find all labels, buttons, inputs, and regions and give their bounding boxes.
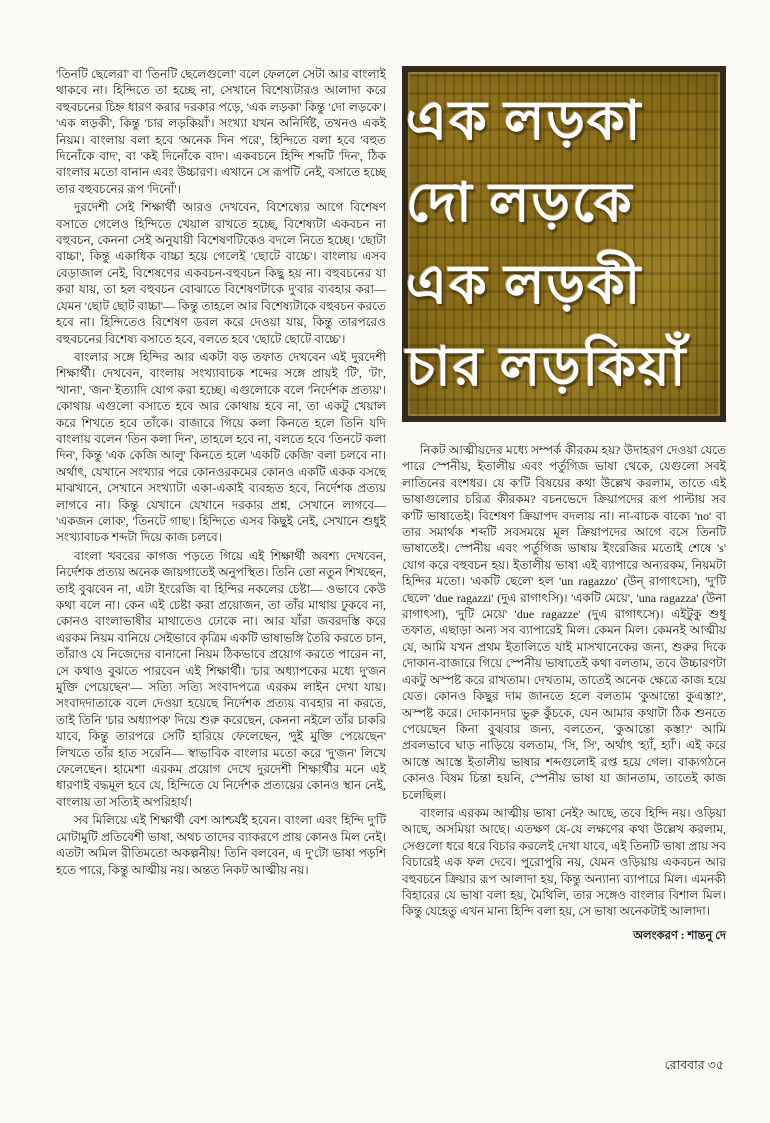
body-paragraph: 'তিনটি ছেলেরা' বা 'তিনটি ছেলেগুলো' বলে ফেললে সেটা আর বাংলাই থাকবে না। হিন্দিতে তা হচ্ছে না, সেখানে বিশেষ্যটারও আলাদা করে বহুবচনের চিহ্ন ধারণ করার দরকার পড়ে, 'এক লড়কা' কিন্তু 'দো লড়কে'। 'এক লড়কী', কিন্তু 'চার লড়কিয়াঁ'। সংখ্যা যখন অনির্দিষ্ট, তখনও একই নিয়ম। বাংলায় বলা হবে 'অনেক দিন পরে', হিন্দিতে বলা হবে 'বহুত দিনোঁকে বাদ', বা 'কই দিনোঁকে বাদ'। একবচনে হিন্দি শব্দটি 'দিন', ঠিক বাংলার মতো বানান এবং উচ্চারণ। এখানে সে রূপটি নেই, বসাতে হচ্ছে তার বহুবচনের রূপ 'দিনোঁ'। <box>56 67 386 196</box>
body-paragraph: নিকট আত্মীয়দের মধ্যে সম্পর্ক কীরকম হয়? উদাহরণ দেওয়া যেতে পারে স্পেনীয়, ইতালীয় এবং পর্তুগিজ ভাষা থেকে, যেগুলো সবই লাতিনের বংশধর। যে ক'টি বিষয়ের কথা উল্লেখ করলাম, তাতে এই ভাষাগুলোর চরিত্র কীরকম? বচনভেদে ক্রিয়াপদের রূপ পাল্টায় সব ক'টি ভাষাতেই। বিশেষণ ক্রিয়াপদ বদলায় না। না-বাচক বাক্যে 'no' বা তার সমার্থক শব্দটি সবসময়ে মূল ক্রিয়াপদের আগে বসে তিনটি ভাষাতেই। স্পেনীয় এবং পর্তুগিজ ভাষায় ইংরেজির মতোই শেষে 's' যোগ করে বহুবচন হয়। ইতালীয় ভাষা এই ব্যাপারে অন্যরকম, নিয়মটা হিন্দির মতো। 'একটি ছেলে' হল 'un ragazzo' (উন্‌ রাগাৎসো), 'দু'টি ছেলে' 'due ragazzi' (দুএ রাগাৎসি)। 'একটি মেয়ে', 'una ragazza' (উনা রাগাৎসা), 'দুটি মেয়ে' 'due ragazze' (দুএ রাগাৎসে)। এইটুকু শুধু তফাত, এছাড়া অন্য সব ব্যাপারেই মিল। কেমন মিল। কেমনই আত্মীয় যে, আমি যখন প্রথম ইতালিতে যাই মাসখানেকের জন্য, শুরুর দিকে দোকান-বাজারে গিয়ে স্পেনীয় ভাষাতেই কথা বলতাম, তবে উচ্চারণটা একটু অস্পষ্ট করে রাখতাম। দেখতাম, তাতেই অনেক ক্ষেত্রে কাজ হয়ে যেত। কোনও কিছুর দাম জানতে হলে বলতাম 'কুআন্তো কুএস্তা?', অস্পষ্ট করে। দোকানদার ভুরু কুঁচকে, যেন আমার কথাটা ঠিক শুনতে পেয়েছেন কিনা বুঝবার জন্য, বলতেন, 'কুআন্তো কস্তা?' আমি প্রবলভাবে ঘাড় নাড়িয়ে বলতাম, 'সি, সি', অর্থাৎ 'হ্যাঁ, হ্যাঁ'। এই করে আস্তে আস্তে ইতালীয় ভাষার শব্দগুলোই রপ্ত হয়ে গেল। বাক্যগঠনে কোনও বিষম চিন্তা হয়নি, স্পেনীয় ভাষা যা জানতাম, তাতেই কাজ চলেছিল। <box>402 443 726 802</box>
body-paragraph: বাংলার সঙ্গে হিন্দির আর একটা বড় তফাত দেখবেন এই দুরদেশী শিক্ষার্থী। দেখবেন, বাংলায় সংখ্যাবাচক শব্দের সঙ্গে প্রায়ই 'টি', 'টা', 'খানা', 'জন' ইত্যাদি যোগ করা হচ্ছে। এগুলোকে বলে 'নির্দেশক প্রত্যয়'। কোথায় এগুলো বসাতে হবে আর কোথায় হবে না, তা একটু খেয়াল করে শিখতে হবে তাঁকে। বাজারে গিয়ে কলা কিনতে হলে তিনি যদি বাংলায় বলেন 'তিন কলা দিন', তাহলে হবে না, বলতে হবে 'তিনটে কলা দিন', কিন্তু 'এক কেজি আলু' কিনতে হলে 'একটি কেজি' বলা চলবে না। অর্থাৎ, যেখানে সংখ্যার পরে কোনওরকমের কোনও একটি একক বসছে মাঝখানে, সেখানে সংখ্যাটা একা-একাই ব্যবহৃত হবে, নির্দেশক প্রত্যয় লাগবে না। কিন্তু যেখানে যেখানে দরকার প্রশ্ন, সেখানে লাগবে— 'একজন লোক', 'তিনটে গাছ'। হিন্দিতে এসব কিছুই নেই, সেখানে শুধুই সংখ্যাবাচক শব্দটা দিয়ে কাজ চলবে। <box>56 349 386 545</box>
body-paragraph: বাংলা খবরের কাগজ পড়তে গিয়ে এই শিক্ষার্থী অবশ্য দেখবেন, নির্দেশক প্রত্যয় অনেক জায়গাতেই অনুপস্থিত। তিনি তো নতুন শিখছেন, তাই বুঝবেন না, এটা ইংরেজি বা হিন্দির নকলের চেষ্টা— ওভাবে কেউ কথা বলে না। কেন এই চেষ্টা করা প্রয়োজন, তা তাঁর মাথায় ঢুকবে না, কোনও বাংলাভাষীর মাথাতেও ঢোকে না। আর যাঁরা জবরদস্তি করে এরকম নিয়ম বানিয়ে সেইভাবে কৃত্রিম একটি ভাষাভঙ্গি তৈরি করতে চান, তাঁরাও যে নিজেদের বানানো নিয়ম ঠিকভাবে প্রয়োগ করতে পারেন না, সে কথাও বুঝতে পারবেন এই শিক্ষার্থী। 'চার অধ্যাপকের মধ্যে দু'জন মুক্তি পেয়েছেন'— সত্যি সত্যি সংবাদপত্রে এরকম লাইন দেখা যায়। সংবাদদাতাকে বলে দেওয়া হয়েছে নির্দেশক প্রত্যয় ব্যবহার না করতে, তাই তিনি 'চার অধ্যাপক' দিয়ে শুরু করেছেন, কেননা নইলে তাঁর চাকরি যাবে, কিন্তু তারপরে সেটি হারিয়ে ফেলেছেন, 'দুই মুক্তি পেয়েছেন' লিখতে তাঁর হাত সরেনি— স্বাভাবিক বাংলার মতো করে 'দু'জন' লিখে ফেলেছেন। হামেশা এরকম প্রয়োগ দেখে দুরদেশী শিক্ষার্থীর মনে এই ধারণাই বদ্ধমূল হবে যে, হিন্দিতে যে নির্দেশক প্রত্যয়ের কোনও স্থান নেই, বাংলায় তা সত্যিই অপরিহার্য। <box>56 548 386 809</box>
left-column <box>56 66 386 944</box>
headline-line: চার লড়কিয়াঁ <box>406 337 688 397</box>
headline <box>402 74 724 414</box>
page-number: রোববার ৩৫ <box>664 1058 724 1072</box>
body-paragraph: দুরদেশী সেই শিক্ষার্থী আরও দেখবেন, বিশেষ্যের আগে বিশেষণ বসাতে গেলেও হিন্দিতে খেয়াল রাখতে হচ্ছে, বিশেষ্যটা একবচন না বহুবচন, কেননা সেই অনুযায়ী বিশেষণটিকেও বদলে নিতে হচ্ছে। 'ছোটা বাচ্চা', কিন্তু একাধিক বাচ্চা হয়ে গেলেই 'ছোটে বাচ্চে'। বাংলায় এসব বেড়াজাল নেই, বিশেষণের একবচন-বহুবচন কিছু হয় না। বহুবচনের যা করা যায়, তা হল বহুবচন বোঝাতে বিশেষণটাকে দু'বার ব্যবহার করা— যেমন 'ছোট ছোট বাচ্চা'— কিন্তু তাহলে আর বিশেষ্যটাকে বহুবচন করতে হবে না। হিন্দিতেও বিশেষণ ডবল করে দেওয়া যায়, কিন্তু তারপরেও বহুবচনের বিশেষ্য বসাতে হবে, বলতে হবে 'ছোটে ছোটে বাচ্চে'। <box>56 200 386 346</box>
headline-line: এক লড়কী <box>406 255 643 315</box>
body-paragraph: বাংলার এরকম আত্মীয় ভাষা নেই? আছে, তবে হিন্দি নয়। ওড়িয়া আছে, অসমিয়া আছে। এতক্ষণ যে-যে লক্ষণের কথা উল্লেখ করলাম, সেগুলো ধরে ধরে বিচার করলেই দেখা যাবে, এই তিনটি ভাষা প্রায় সব বিচারেই এক ফল দেবে। পুরোপুরি নয়, যেমন ওড়িয়ায় একবচন আর বহুবচনে ক্রিয়ার রূপ আলাদা হয়, কিন্তু অন্যান্য ব্যাপারে মিল। এমনকী বিহারের যে ভাষা বলা হয়, মৈথিলি, তার সঙ্গেও বাংলার বিশাল মিল। কিন্তু যেহেতু এখন মান্য হিন্দি বলা হয়, সে ভাষা অনেকটাই আলাদা। <box>402 805 726 919</box>
headline-art-box <box>402 66 726 422</box>
article-body <box>56 66 726 944</box>
headline-line: এক লড়কা <box>406 91 643 151</box>
illustration-credit: অলংকরণ : শান্তনু দে <box>633 929 726 942</box>
right-column <box>402 66 726 944</box>
body-paragraph: সব মিলিয়ে এই শিক্ষার্থী বেশ আশ্চর্যই হবেন। বাংলা এবং হিন্দি দু'টি মোটামুটি প্রতিবেশী ভাষা, অথচ তাদের ব্যাকরণে প্রায় কোনও মিল নেই। এতটা অমিল রীতিমতো অকল্পনীয়! তিনি বলবেন, এ দু'টো ভাষা পড়শি হতে পারে, কিন্তু আত্মীয় নয়। অন্তত নিকট আত্মীয় নয়। <box>56 813 386 877</box>
headline-line: দো লড়কে <box>406 173 634 233</box>
